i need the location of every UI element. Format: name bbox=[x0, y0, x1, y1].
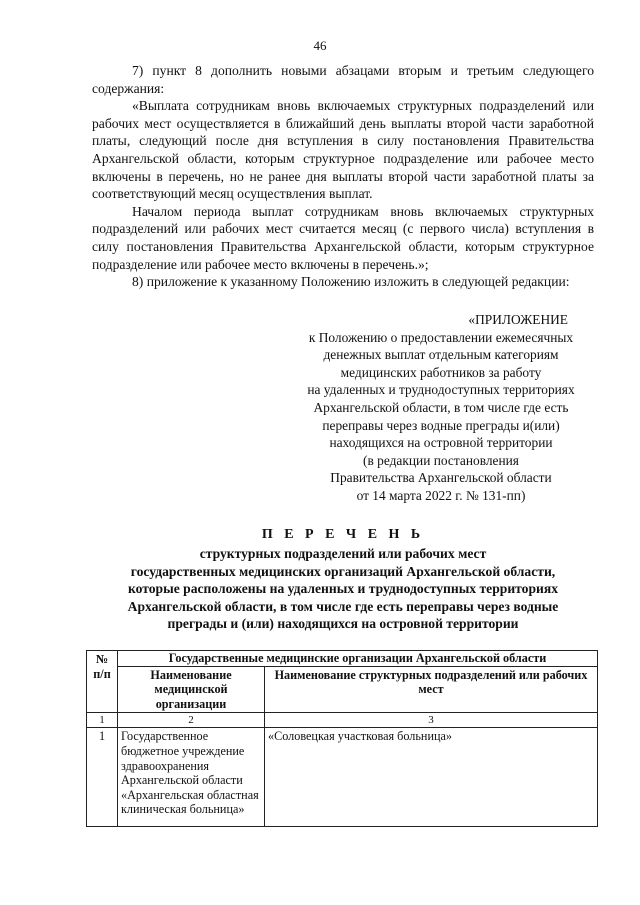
col-number-header: № п/п bbox=[87, 651, 118, 713]
list-title-line: которые расположены на удаленных и труднодоступных территориях bbox=[127, 581, 559, 597]
list-title bbox=[92, 526, 594, 632]
appendix-line: Правительства Архангельской области bbox=[330, 470, 552, 486]
unit-name: «Соловецкая участковая больница» bbox=[265, 728, 598, 827]
paragraph: 8) приложение к указанному Положению изложить в следующей редакции: bbox=[132, 274, 570, 290]
column-numbering-row bbox=[87, 713, 598, 728]
table-header-row bbox=[87, 651, 598, 667]
table-row bbox=[87, 728, 598, 827]
group-header: Государственные медицинские организации Архангельской области bbox=[118, 651, 598, 667]
appendix-line: медицинских работников за работу bbox=[340, 364, 542, 380]
amendment-text bbox=[92, 62, 594, 291]
organization-name: Государственное бюджетное учреждение здравоохранения Архангельской области «Архангельская областная клиническая больница» bbox=[118, 728, 265, 827]
appendix-line: денежных выплат отдельным категориям bbox=[323, 347, 559, 363]
appendix-line: находящихся на островной территории bbox=[329, 435, 553, 451]
column-number: 1 bbox=[87, 713, 118, 728]
table-header-row bbox=[87, 666, 598, 713]
organizations-table bbox=[86, 650, 598, 827]
appendix-line: переправы через водные преграды и(или) bbox=[322, 417, 560, 433]
col-units-header: Наименование структурных подразделений или рабочих мест bbox=[265, 666, 598, 713]
appendix-header bbox=[276, 311, 606, 505]
appendix-line: на удаленных и труднодоступных территориях bbox=[307, 382, 575, 398]
paragraph: 7) пункт 8 дополнить новыми абзацами вторым и третьим следующего содержания: bbox=[92, 63, 594, 96]
list-heading: П Е Р Е Ч Е Н Ь bbox=[261, 527, 425, 542]
column-number: 3 bbox=[265, 713, 598, 728]
col-org-header: Наименование медицинской организации bbox=[118, 666, 265, 713]
list-title-line: преграды и (или) находящихся на островной территории bbox=[167, 616, 519, 632]
appendix-line: от 14 марта 2022 г. № 131-пп) bbox=[356, 487, 526, 503]
paragraph: «Выплата сотрудникам вновь включаемых структурных подразделений или рабочих мест осуществляется в ближайший день выплаты второй части заработной платы, следующий после дня вступления в силу постановления Правительства Архангельской области, которым структурное подразделение или рабочее место включены в перечень, но не ранее дня выплаты второй части заработной платы за соответствующий месяц осуществления выплат. bbox=[92, 98, 594, 202]
appendix-title: «ПРИЛОЖЕНИЕ bbox=[468, 312, 568, 327]
list-title-line: Архангельской области, в том числе где есть переправы через водные bbox=[127, 598, 559, 614]
paragraph: Началом периода выплат сотрудникам вновь включаемых структурных подразделений или рабочих мест считается месяц (с первого числа) вступления в силу постановления Правительства Архангельской области, которым структурное подразделение или рабочее место включены в перечень.»; bbox=[92, 203, 594, 272]
appendix-line: (в редакции постановления bbox=[363, 452, 519, 468]
column-number: 2 bbox=[118, 713, 265, 728]
list-title-line: структурных подразделений или рабочих мест bbox=[199, 546, 487, 562]
appendix-line: Архангельской области, в том числе где есть bbox=[313, 399, 569, 415]
page-number: 46 bbox=[313, 38, 327, 53]
appendix-line: к Положению о предоставлении ежемесячных bbox=[308, 329, 574, 345]
row-number: 1 bbox=[87, 728, 118, 827]
list-title-line: государственных медицинских организаций Архангельской области, bbox=[130, 563, 556, 579]
